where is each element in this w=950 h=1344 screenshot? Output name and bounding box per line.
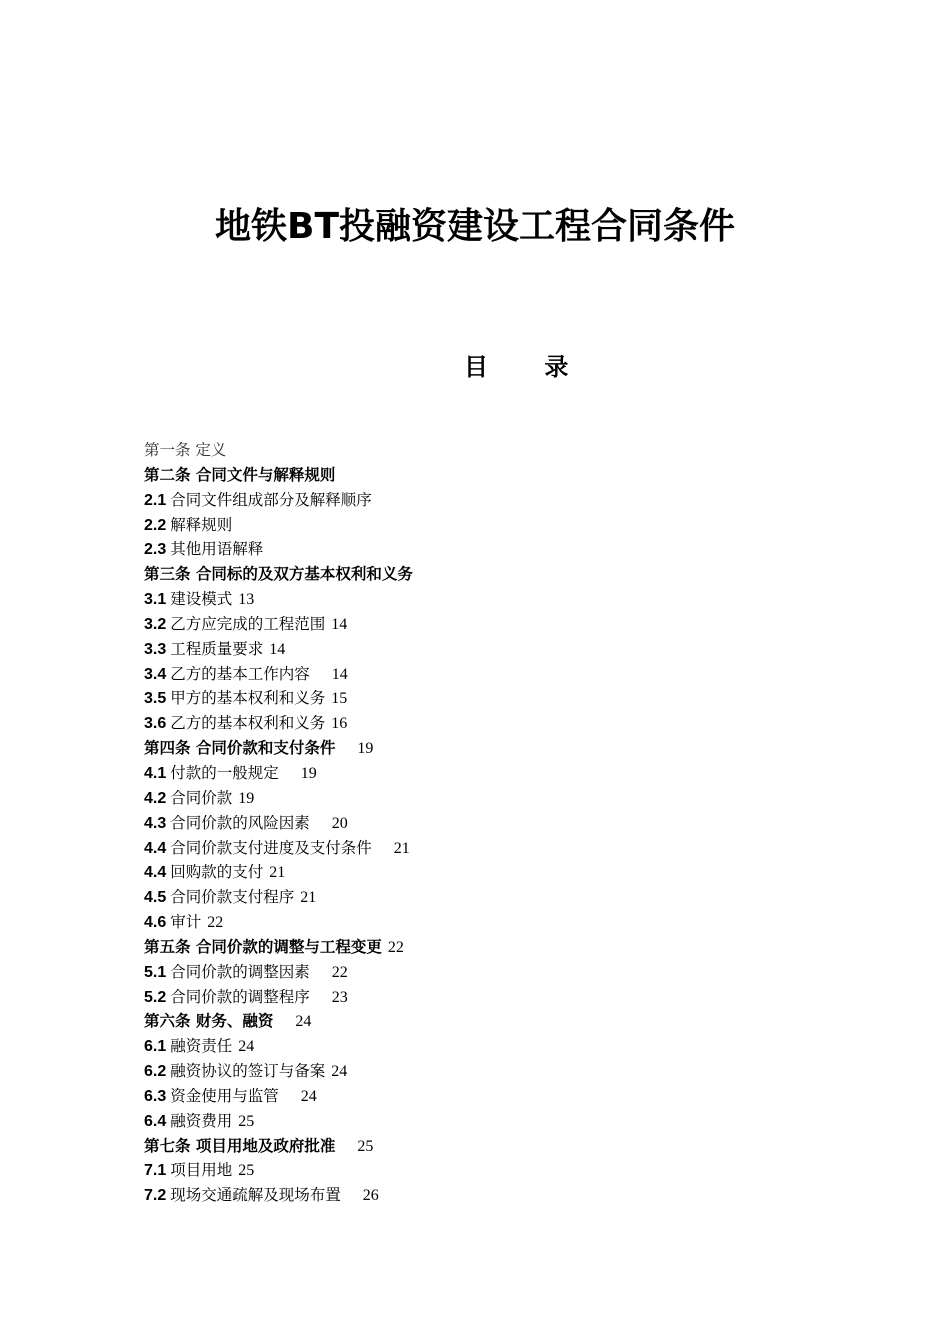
- toc-entry-label: 回购款的支付: [170, 863, 264, 882]
- toc-entry-page: 25: [357, 1137, 374, 1155]
- toc-entry-number: 3.2: [144, 615, 167, 633]
- toc-entry[interactable]: [144, 662, 413, 687]
- toc-entry[interactable]: [144, 836, 413, 861]
- toc-entry-number: 4.2: [144, 789, 167, 807]
- toc-entry[interactable]: [144, 910, 413, 935]
- toc-heading: 目 录: [464, 353, 593, 381]
- toc-entry-page: 26: [362, 1187, 379, 1205]
- toc-entry-label: 乙方的基本权利和义务: [170, 714, 326, 733]
- toc-entry-number: 3.5: [144, 690, 167, 708]
- toc-entry-page: 21: [269, 864, 286, 882]
- toc-entry[interactable]: [144, 1009, 413, 1034]
- toc-entry-number: 5.1: [144, 963, 167, 981]
- toc-entry-number: 4.6: [144, 914, 167, 932]
- toc-entry-label: 融资协议的签订与备案: [170, 1062, 326, 1081]
- toc-entry[interactable]: [144, 811, 413, 836]
- toc-entry[interactable]: [144, 1084, 413, 1109]
- toc-entry-page: 24: [331, 1063, 348, 1081]
- toc-entry-label: 合同价款的风险因素: [170, 813, 310, 832]
- toc-entry[interactable]: [144, 488, 413, 513]
- toc-entry-page: 24: [295, 1013, 312, 1031]
- toc-entry-number: 6.1: [144, 1038, 167, 1056]
- toc-entry[interactable]: [144, 1158, 413, 1183]
- toc-entry-number: 3.4: [144, 665, 167, 683]
- toc-entry-number: 7.1: [144, 1162, 167, 1180]
- toc-entry-label: 乙方应完成的工程范围: [170, 614, 326, 633]
- toc-entry[interactable]: [144, 711, 413, 736]
- toc-entry-number: 2.1: [144, 491, 167, 509]
- toc-entry-number: 2.2: [144, 516, 167, 534]
- toc-entry[interactable]: [144, 985, 413, 1010]
- toc-entry-label: 第三条 合同标的及双方基本权利和义务: [144, 565, 413, 584]
- toc-entry-number: 7.2: [144, 1187, 167, 1205]
- toc-entry[interactable]: [144, 1134, 413, 1159]
- toc-entry-number: 3.6: [144, 715, 167, 733]
- toc-entry-page: 25: [238, 1112, 255, 1130]
- toc-entry-number: 3.1: [144, 591, 167, 609]
- toc-entry-label: 乙方的基本工作内容: [170, 664, 310, 683]
- toc-entry-page: 25: [238, 1162, 255, 1180]
- toc-entry-number: 2.3: [144, 541, 167, 559]
- toc-entry-label: 第五条 合同价款的调整与工程变更: [144, 937, 382, 956]
- toc-entry-label: 融资责任: [170, 1037, 233, 1056]
- toc-entry-page: 22: [207, 914, 224, 932]
- toc-entry-number: 4.4: [144, 864, 167, 882]
- toc-entry[interactable]: [144, 513, 413, 538]
- toc-entry[interactable]: [144, 587, 413, 612]
- toc-entry-label: 合同文件组成部分及解释顺序: [170, 490, 372, 509]
- toc-entry[interactable]: [144, 562, 413, 587]
- toc-entry-label: 甲方的基本权利和义务: [170, 689, 326, 708]
- toc-entry-page: 15: [331, 690, 348, 708]
- toc-entry-number: 6.2: [144, 1063, 167, 1081]
- toc-entry-number: 6.4: [144, 1112, 167, 1130]
- toc-entry-label: 建设模式: [170, 590, 233, 609]
- toc-entry-page: 24: [238, 1038, 255, 1056]
- toc-entry-label: 审计: [170, 913, 202, 932]
- toc-entry-label: 现场交通疏解及现场布置: [170, 1186, 341, 1205]
- toc-entry-number: 4.4: [144, 839, 167, 857]
- toc-entry-label: 合同价款支付进度及支付条件: [170, 838, 372, 857]
- toc-entry-number: 4.1: [144, 764, 167, 782]
- toc-entry-label: 工程质量要求: [170, 639, 264, 658]
- toc-entry[interactable]: [144, 736, 413, 761]
- toc-entry-number: 4.3: [144, 814, 167, 832]
- toc-entry-label: 第四条 合同价款和支付条件: [144, 739, 336, 758]
- toc-entry-page: 21: [393, 839, 410, 857]
- toc-entry[interactable]: [144, 1109, 413, 1134]
- toc-entry[interactable]: [144, 786, 413, 811]
- toc-entry-number: 3.3: [144, 640, 167, 658]
- toc-entry[interactable]: [144, 860, 413, 885]
- toc-entry-page: 22: [331, 963, 348, 981]
- toc-entry[interactable]: [144, 463, 413, 488]
- toc-entry-page: 16: [331, 715, 348, 733]
- toc-entry[interactable]: [144, 438, 413, 463]
- toc-entry-page: 19: [238, 789, 255, 807]
- toc-entry-number: 4.5: [144, 889, 167, 907]
- toc-entry-label: 合同价款: [170, 788, 233, 807]
- toc-entry[interactable]: [144, 1034, 413, 1059]
- toc-entry-page: 14: [331, 665, 348, 683]
- toc-entry-page: 24: [300, 1087, 317, 1105]
- toc-entry[interactable]: [144, 761, 413, 786]
- toc-entry[interactable]: [144, 637, 413, 662]
- toc-entry-label: 第一条 定义: [144, 441, 227, 459]
- toc-entry-label: 融资费用: [170, 1111, 233, 1130]
- toc-entry-label: 解释规则: [170, 515, 233, 534]
- toc-entry[interactable]: [144, 1059, 413, 1084]
- toc-entry-number: 5.2: [144, 988, 167, 1006]
- toc-entry-page: 19: [300, 764, 317, 782]
- toc-entry-page: 13: [238, 591, 255, 609]
- toc-entry-label: 合同价款的调整程序: [170, 987, 310, 1006]
- toc-entry-page: 19: [357, 740, 374, 758]
- toc-entry[interactable]: [144, 935, 413, 960]
- toc-entry-label: 付款的一般规定: [170, 763, 279, 782]
- toc-entry-label: 资金使用与监管: [170, 1086, 279, 1105]
- toc-entry[interactable]: [144, 1183, 413, 1208]
- toc-entry-label: 其他用语解释: [170, 540, 264, 559]
- toc-entry-label: 第七条 项目用地及政府批准: [144, 1136, 336, 1155]
- toc-entry-label: 项目用地: [170, 1161, 233, 1180]
- toc-entry-page: 23: [331, 988, 348, 1006]
- toc-entry-page: 14: [331, 615, 348, 633]
- toc-entry[interactable]: [144, 537, 413, 562]
- toc-entry-page: 14: [269, 640, 286, 658]
- toc-entry[interactable]: [144, 686, 413, 711]
- toc-entry-label: 合同价款的调整因素: [170, 962, 310, 981]
- toc-entry-page: 22: [387, 938, 404, 956]
- toc-entry-page: 21: [300, 889, 317, 907]
- toc-entry-number: 6.3: [144, 1087, 167, 1105]
- table-of-contents: [144, 438, 413, 1208]
- toc-entry-label: 第二条 合同文件与解释规则: [144, 465, 336, 484]
- toc-entry-label: 合同价款支付程序: [170, 888, 295, 907]
- toc-entry-label: 第六条 财务、融资: [144, 1012, 274, 1031]
- toc-entry-page: 20: [331, 814, 348, 832]
- toc-entry[interactable]: [144, 960, 413, 985]
- toc-entry[interactable]: [144, 612, 413, 637]
- toc-entry[interactable]: [144, 885, 413, 910]
- document-title: 地铁BT投融资建设工程合同条件: [215, 206, 735, 247]
